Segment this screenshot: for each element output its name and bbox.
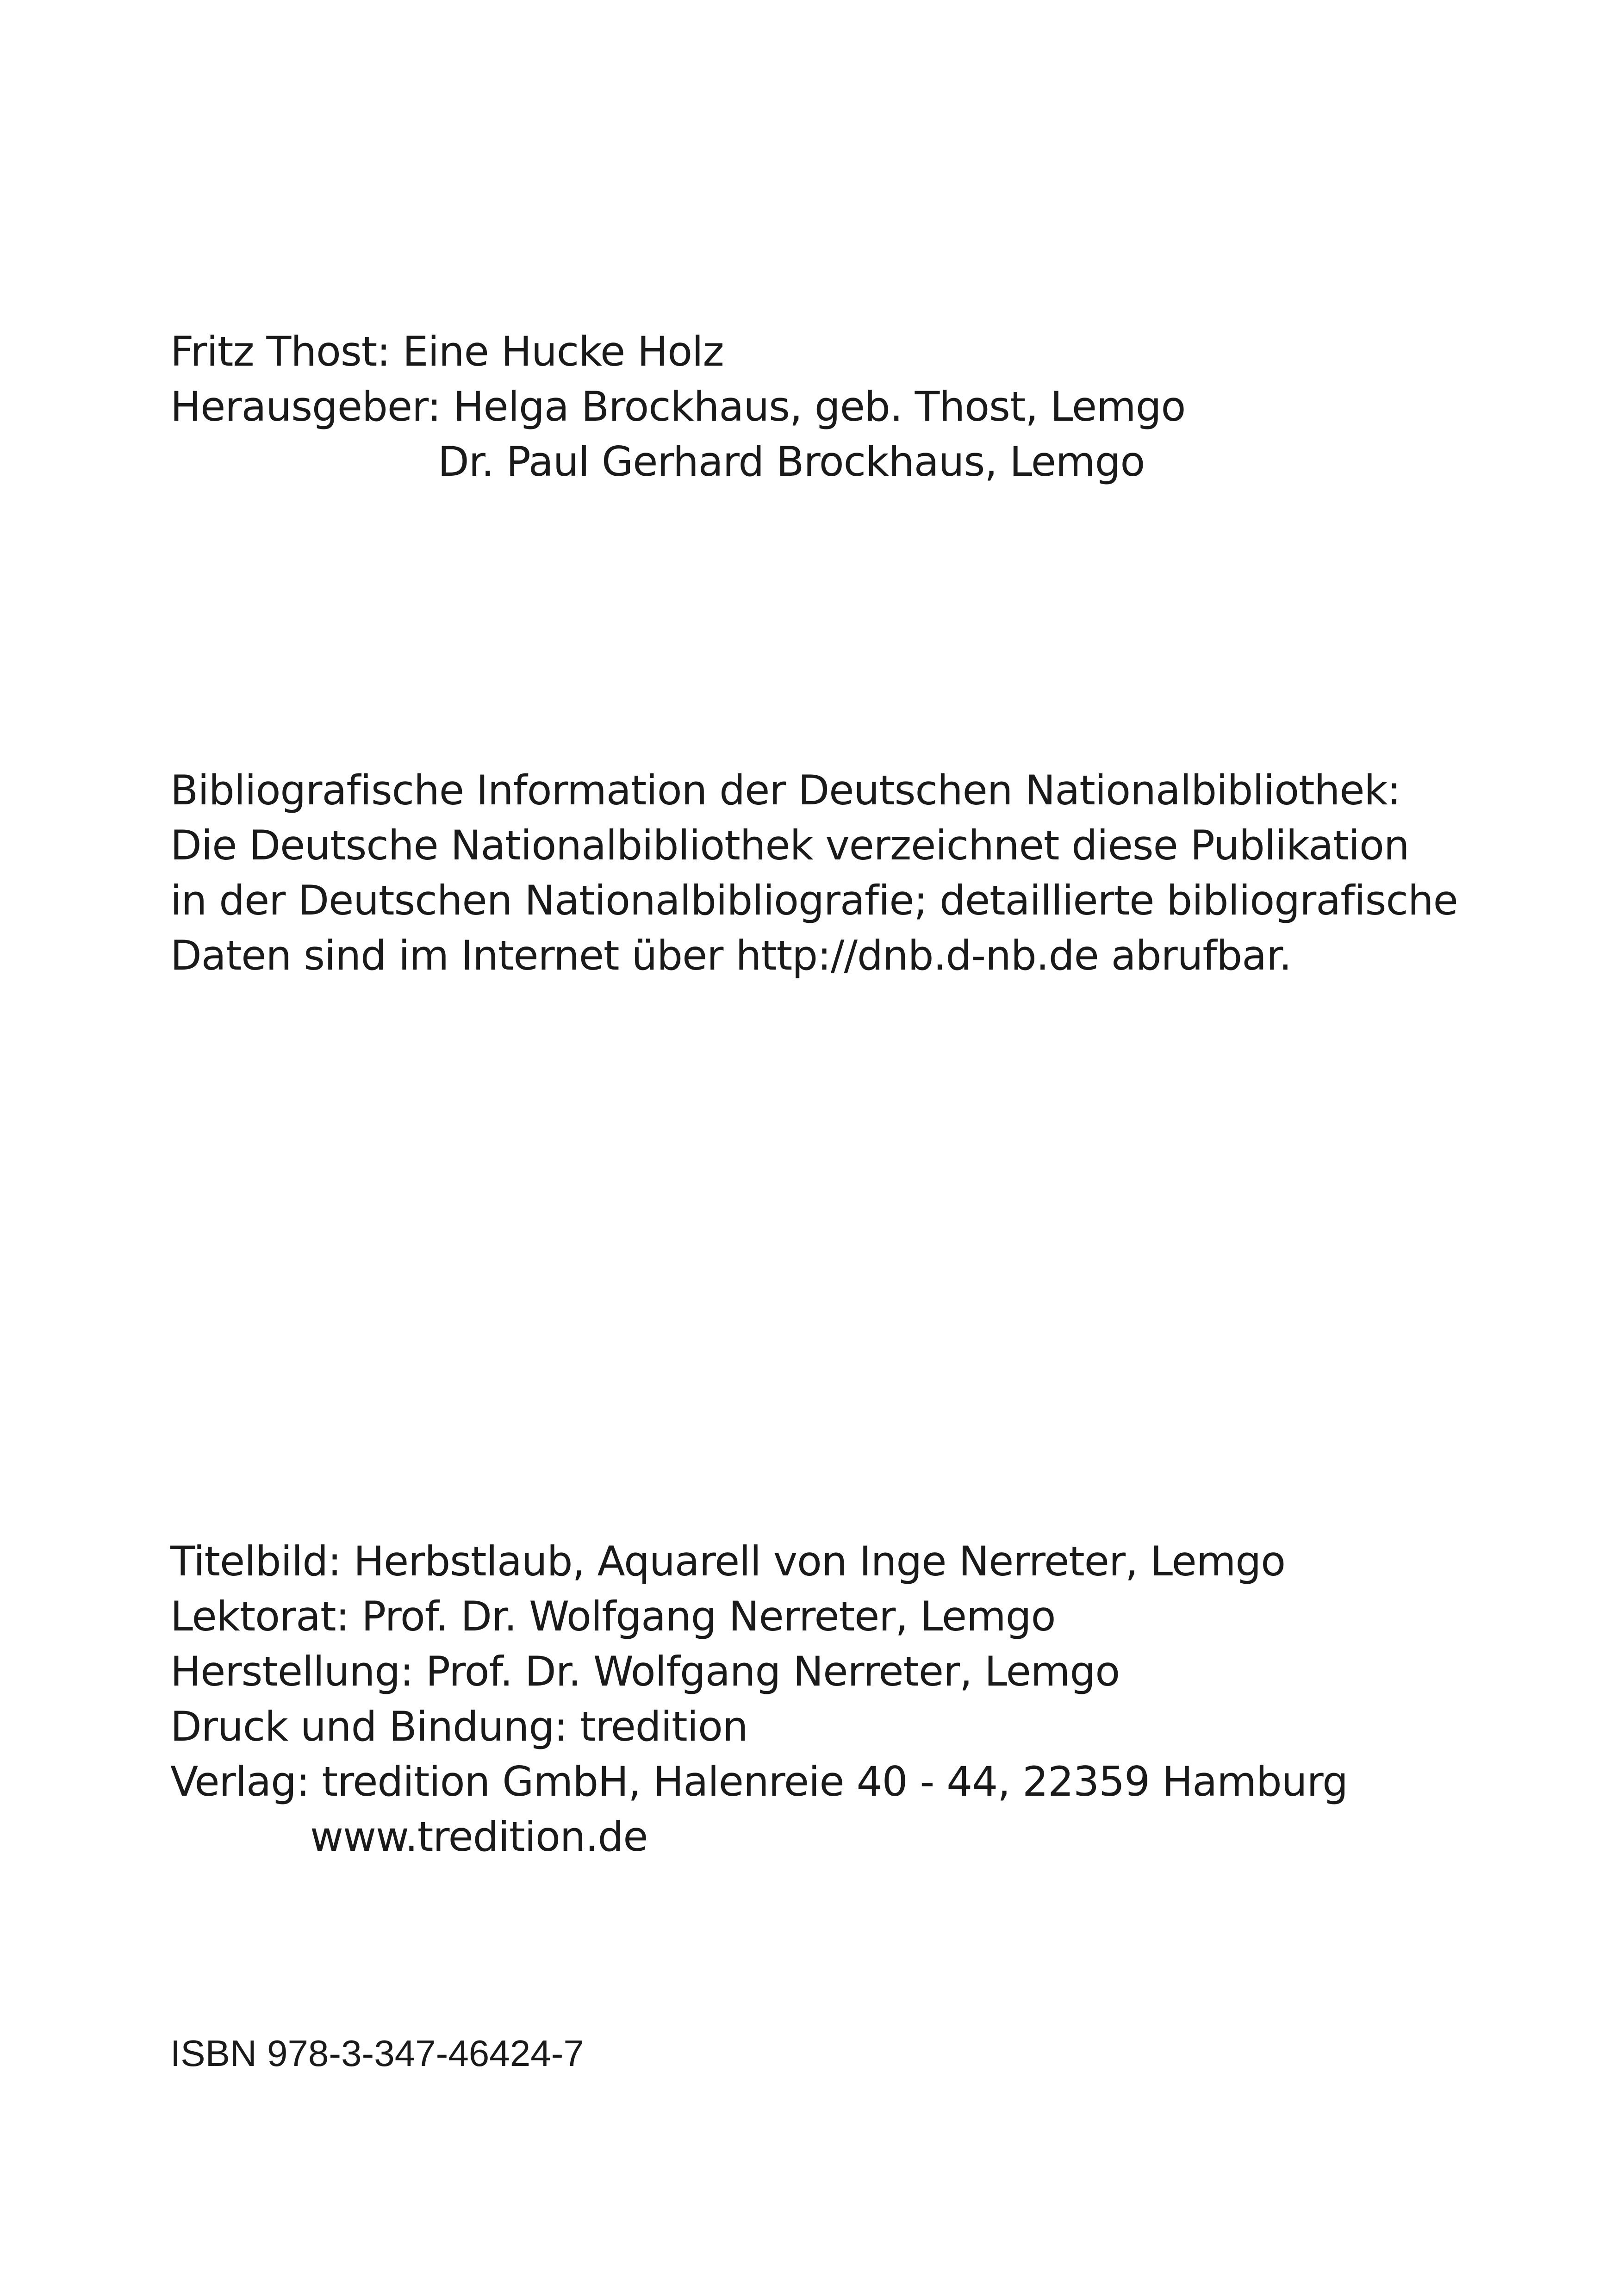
dnb-line-4: Daten sind im Internet über http://dnb.d-nb.de abrufbar. xyxy=(170,932,1292,979)
credits-block xyxy=(170,1534,1348,1864)
editors-line-1: Herausgeber: Helga Brockhaus, geb. Thost, Lemgo xyxy=(170,383,1186,430)
book-title-line: Fritz Thost: Eine Hucke Holz xyxy=(170,328,724,375)
title-and-editors-block xyxy=(170,324,1185,489)
dnb-line-1: Bibliografische Information der Deutschen Nationalbibliothek: xyxy=(170,766,1401,814)
publisher-line: Verlag: tredition GmbH, Halenreie 40 - 44, 22359 Hamburg xyxy=(170,1758,1348,1805)
production-credit-line: Herstellung: Prof. Dr. Wolfgang Nerreter, Lemgo xyxy=(170,1648,1120,1695)
editors-line-2: Dr. Paul Gerhard Brockhaus, Lemgo xyxy=(438,438,1145,485)
isbn-number: ISBN 978-3-347-46424-7 xyxy=(170,2033,584,2074)
editing-credit-line: Lektorat: Prof. Dr. Wolfgang Nerreter, Lemgo xyxy=(170,1593,1056,1640)
cover-credit-line: Titelbild: Herbstlaub, Aquarell von Inge Nerreter, Lemgo xyxy=(170,1537,1286,1585)
publisher-website: www.tredition.de xyxy=(310,1813,648,1860)
dnb-line-2: Die Deutsche Nationalbibliothek verzeichnet diese Publikation xyxy=(170,821,1409,869)
dnb-line-3: in der Deutschen Nationalbibliografie; detaillierte bibliografische xyxy=(170,877,1458,924)
bibliographic-info-block xyxy=(170,763,1458,983)
printing-credit-line: Druck und Bindung: tredition xyxy=(170,1703,748,1750)
